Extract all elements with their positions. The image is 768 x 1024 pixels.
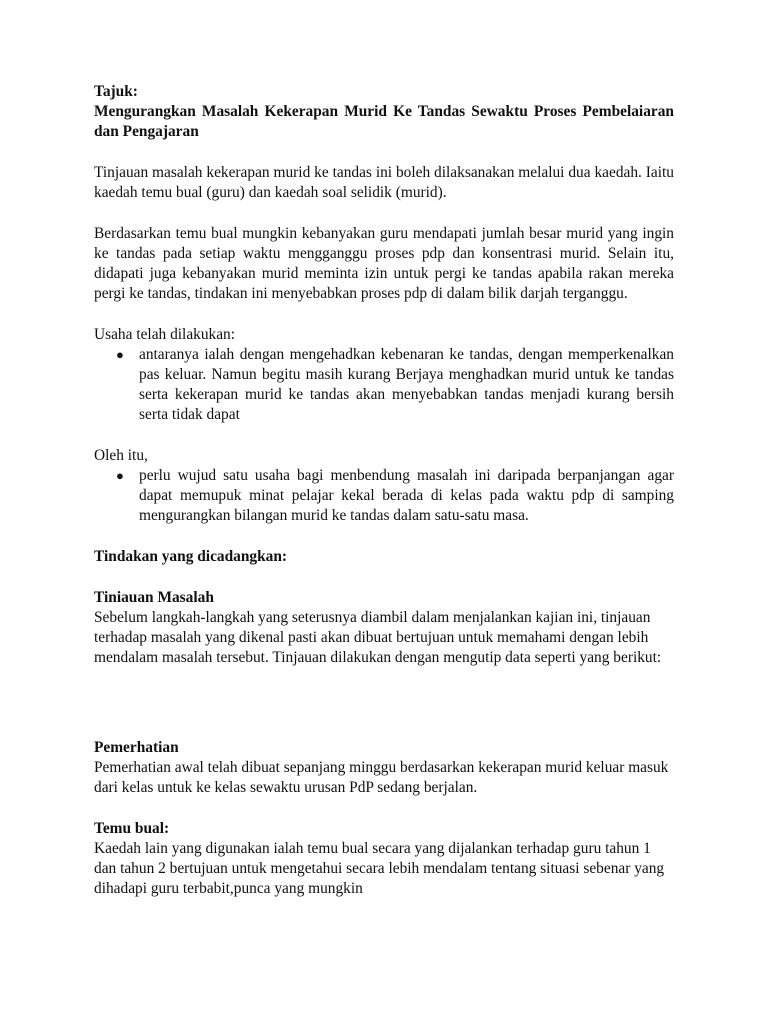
spacer — [94, 425, 674, 446]
spacer — [94, 203, 674, 224]
spacer — [94, 798, 674, 819]
list-item — [94, 345, 674, 425]
list-item — [94, 466, 674, 526]
review-heading: Tiniauan Masalah — [94, 589, 214, 606]
bullet-icon: ● — [116, 347, 124, 362]
list-item-text: antaranya ialah dengan mengehadkan kebenaran ke tandas, dengan memperkenalkan pas keluar. Namun begitu masih kurang Berjaya menghadkan murid untuk ke tandas serta kekerapan murid ke tandas akan menyebabkan tandas menjadi kurang bersih serta tidak dapat — [139, 346, 674, 423]
spacer — [94, 304, 674, 325]
proposed-heading: Tindakan yang dicadangkan: — [94, 548, 288, 565]
list-item-text: perlu wujud satu usaha bagi menbendung masalah ini daripada berpanjangan agar dapat memupuk minat pelajar kekal berada di kelas pada waktu pdp di samping mengurangkan bilangan murid ke tandas dalam satu-satu masa. — [139, 467, 674, 524]
bullet-icon: ● — [116, 468, 124, 483]
efforts-label: Usaha telah dilakukan: — [94, 326, 236, 343]
title-label: Tajuk: — [94, 83, 138, 100]
spacer — [94, 142, 674, 163]
therefore-label: Oleh itu, — [94, 447, 148, 464]
observation-heading: Pemerhatian — [94, 739, 179, 756]
review-paragraph: Sebelum langkah-langkah yang seterusnya diambil dalam menjalankan kajian ini, tinjauan terhadap masalah yang dikenal pasti akan dibuat bertujuan untuk memahami dengan lebih mendalam masalah tersebut. Tinjauan dilakukan dengan mengutip data seperti yang berikut: — [94, 609, 662, 666]
spacer — [94, 526, 674, 547]
interview-heading: Temu bual: — [94, 820, 170, 837]
document-title: Mengurangkan Masalah Kekerapan Murid Ke Tandas Sewaktu Proses Pembelaiaran dan Pengajaran — [94, 103, 674, 140]
findings-paragraph: Berdasarkan temu bual mungkin kebanyakan guru mendapati jumlah besar murid yang ingin ke tandas pada setiap waktu mengganggu proses pdp dan konsentrasi murid. Selain itu, didapati juga kebanyakan murid meminta izin untuk pergi ke tandas apabila rakan mereka pergi ke tandas, tindakan ini menyebabkan proses pdp di dalam bilik darjah terganggu. — [94, 225, 674, 302]
observation-paragraph: Pemerhatian awal telah dibuat sepanjang minggu berdasarkan kekerapan murid keluar masuk dari kelas untuk ke kelas sewaktu urusan PdP sedang berjalan. — [94, 759, 669, 796]
efforts-list — [94, 345, 674, 425]
intro-paragraph: Tinjauan masalah kekerapan murid ke tandas ini boleh dilaksanakan melalui dua kaedah. Iaitu kaedah temu bual (guru) dan kaedah soal selidik (murid). — [94, 164, 674, 201]
interview-paragraph: Kaedah lain yang digunakan ialah temu bual secara yang dijalankan terhadap guru tahun 1 dan tahun 2 bertujuan untuk mengetahui secara lebih mendalam tentang situasi sebenar yang dihadapi guru terbabit,punca yang mungkin — [94, 840, 665, 897]
spacer — [94, 567, 674, 588]
document-page — [94, 82, 674, 899]
therefore-list — [94, 466, 674, 526]
spacer — [94, 668, 674, 738]
